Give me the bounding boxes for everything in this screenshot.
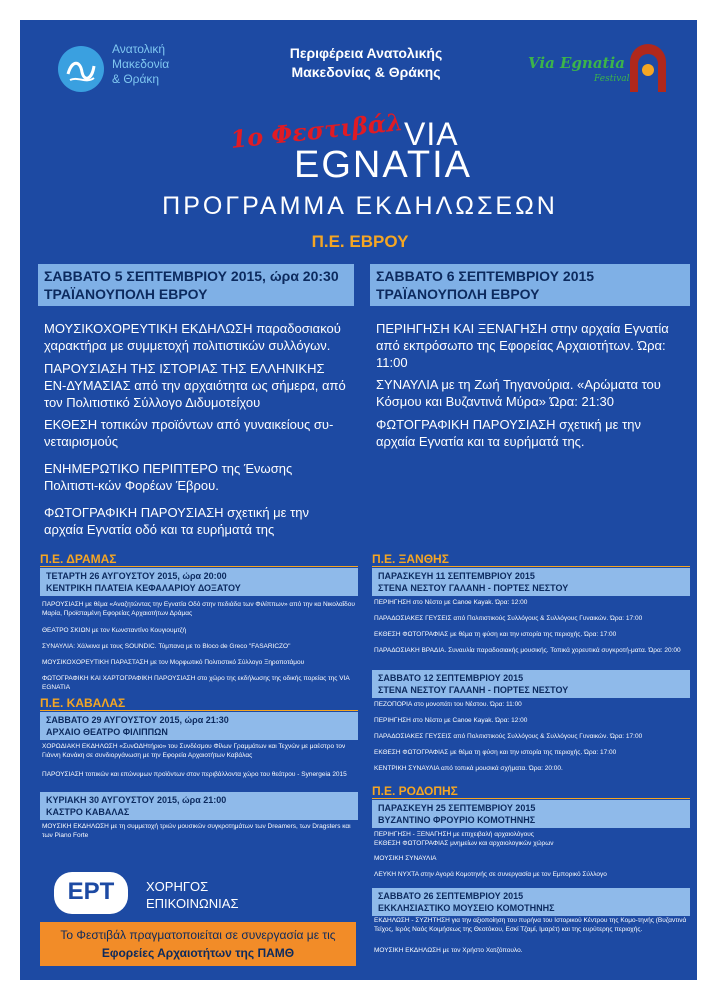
rodopi-header-2 xyxy=(372,888,690,916)
ert-logo xyxy=(54,872,128,914)
kavala-header-2 xyxy=(40,792,358,820)
evros-left-event: ΜΟΥΣΙΚΟΧΟΡΕΥΤΙΚΗ ΕΚΔΗΛΩΣΗ παραδοσιακού χαρακτήρα με συμμετοχή πολιτιστικών συλλόγων. xyxy=(44,321,341,353)
rodopi-place-1: ΒΥΖΑΝΤΙΝΟ ΦΡΟΥΡΙΟ ΚΟΜΟΤΗΝΗΣ xyxy=(378,815,536,825)
xanthi-title: Π.Ε. ΞΑΝΘΗΣ xyxy=(372,552,449,566)
kavala-date-1: ΣΑΒΒΑΤΟ 29 ΑΥΓΟΥΣΤΟΥ 2015, ώρα 21:30 xyxy=(46,715,229,725)
evros-left-event: ΕΚΘΕΣΗ τοπικών προϊόντων από γυναικείους συ-νεταιρισμούς xyxy=(44,417,334,449)
drama-date: ΤΕΤΑΡΤΗ 26 ΑΥΓΟΥΣΤΟΥ 2015, ώρα 20:00 xyxy=(46,571,227,581)
evros-right-date: ΣΑΒΒΑΤΟ 6 ΣΕΠΤΕΜΒΡΙΟΥ 2015 xyxy=(376,268,595,284)
sponsor-line1: ΧΟΡΗΓΟΣ xyxy=(146,879,209,894)
rodopi-item: ΜΟΥΣΙΚΗ ΕΚΔΗΛΩΣΗ με τον Χρήστο Χατζόπουλο. xyxy=(374,947,523,954)
evros-right-event: ΣΥΝΑΥΛΙΑ με τη Ζωή Τηγανούρια. «Αρώματα του Κόσμου και Βυζαντινά Μύρα» Ώρα: 21:30 xyxy=(376,377,661,409)
region-logo-line2: Μακεδονία xyxy=(112,57,170,71)
cooperation-line1: Το Φεστιβάλ πραγματοποιείται σε συνεργασία με τις xyxy=(60,928,336,942)
drama-rule xyxy=(40,566,358,567)
rodopi-date-1: ΠΑΡΑΣΚΕΥΗ 25 ΣΕΠΤΕΜΒΡΙΟΥ 2015 xyxy=(378,803,536,813)
region-logo-line3: & Θράκη xyxy=(112,72,160,86)
xanthi-header-2 xyxy=(372,670,690,698)
region-logo xyxy=(58,40,208,110)
evros-left-header xyxy=(38,264,354,306)
poster-background xyxy=(20,20,697,980)
festival-logo-sub: Festival xyxy=(594,74,630,84)
drama-header xyxy=(40,568,358,596)
kavala-rule xyxy=(40,710,358,711)
program-subtitle: ΠΡΟΓΡΑΜΜΑ ΕΚΔΗΛΩΣΕΩΝ xyxy=(162,192,558,220)
arch-icon xyxy=(626,40,670,92)
drama-item: ΦΩΤΟΓΡΑΦΙΚΗ ΚΑΙ ΧΑΡΤΟΓΡΑΦΙΚΗ ΠΑΡΟΥΣΙΑΣΗ στο χώρο της εκδήλωσης της οδικής πορείας της VIA EGNATIA xyxy=(42,675,350,691)
region-name-line1: Περιφέρεια Ανατολικής xyxy=(289,45,443,61)
drama-title: Π.Ε. ΔΡΑΜΑΣ xyxy=(40,552,117,566)
evros-right-event: ΦΩΤΟΓΡΑΦΙΚΗ ΠΑΡΟΥΣΙΑΣΗ σχετική με την αρχαία Εγνατία και τα ευρήματά της. xyxy=(376,417,641,449)
drama-item: ΘΕΑΤΡΟ ΣΚΙΩΝ με τον Κωνσταντίνο Κουγιουμτζή xyxy=(42,627,187,634)
title-egnatia: EGNATIA xyxy=(294,144,472,186)
xanthi-item: ΠΕΡΙΗΓΗΣΗ στο Νέστο με Canoe Kayak. Ώρα: 12:00 xyxy=(374,599,528,606)
evros-right-event: ΠΕΡΙΗΓΗΣΗ ΚΑΙ ΞΕΝΑΓΗΣΗ στην αρχαία Εγνατία από εκπρόσωπο της Εφορείας Αρχαιοτήτων. Ώρα: 11:00 xyxy=(376,321,669,370)
kavala-place-2: ΚΑΣΤΡΟ ΚΑΒΑΛΑΣ xyxy=(46,807,130,817)
rodopi-item: ΠΕΡΙΗΓΗΣΗ - ΞΕΝΑΓΗΣΗ με επιχειβαλή αρχαιολόγους xyxy=(374,831,534,838)
region-name xyxy=(256,44,476,82)
region-name-line2: Μακεδονίας & Θράκης xyxy=(291,64,441,80)
evros-left-place: ΤΡΑΪΑΝΟΥΠΟΛΗ ΕΒΡΟΥ xyxy=(44,286,208,302)
cooperation-line2: Εφορείες Αρχαιοτήτων της ΠΑΜΘ xyxy=(101,946,295,960)
evros-left-date: ΣΑΒΒΑΤΟ 5 ΣΕΠΤΕΜΒΡΙΟΥ 2015, ώρα 20:30 xyxy=(44,268,339,284)
xanthi-place-1: ΣΤΕΝΑ ΝΕΣΤΟΥ ΓΑΛΑΝΗ - ΠΟΡΤΕΣ ΝΕΣΤΟΥ xyxy=(378,583,569,593)
xanthi-header-1 xyxy=(372,568,690,596)
evros-right-place: ΤΡΑΪΑΝΟΥΠΟΛΗ ΕΒΡΟΥ xyxy=(376,286,540,302)
ert-logo-text: ΕΡΤ xyxy=(67,878,115,905)
title-via: VIA xyxy=(404,116,459,152)
kavala-item: ΜΟΥΣΙΚΗ ΕΚΔΗΛΩΣΗ με τη συμμετοχή τριών μουσικών συγκροτημάτων των Dreamers, των Dragsters και των Piano Forte xyxy=(42,823,351,839)
rodopi-place-2: ΕΚΚΛΗΣΙΑΣΤΙΚΟ ΜΟΥΣΕΙΟ ΚΟΜΟΤΗΝΗΣ xyxy=(378,903,555,913)
rodopi-item: ΜΟΥΣΙΚΗ ΣΥΝΑΥΛΙΑ xyxy=(374,855,437,862)
title-script: 1ο Φεστιβάλ xyxy=(228,107,405,154)
kavala-place-1: ΑΡΧΑΙΟ ΘΕΑΤΡΟ ΦΙΛΙΠΠΩΝ xyxy=(46,727,168,737)
area-evros-title: Π.Ε. ΕΒΡΟΥ xyxy=(311,232,409,251)
sponsor-line2: ΕΠΙΚΟΙΝΩΝΙΑΣ xyxy=(146,896,239,911)
rodopi-item: ΕΚΔΗΛΩΣΗ - ΣΥΖΗΤΗΣΗ για την αξιοποίηση του πυρήνα του Ιστορικού Κέντρου της Κομο-τηνής (Βυζαντινά Τείχος, Ιερός Ναός Κοιμήσεως της Θεοτόκου, Εσκί Τζαμί, Ιμαρέτ) και της ευρύτερης περιοχής. xyxy=(374,917,687,933)
kavala-title: Π.Ε. ΚΑΒΑΛΑΣ xyxy=(40,696,126,710)
xanthi-place-2: ΣΤΕΝΑ ΝΕΣΤΟΥ ΓΑΛΑΝΗ - ΠΟΡΤΕΣ ΝΕΣΤΟΥ xyxy=(378,685,569,695)
kavala-date-2: ΚΥΡΙΑΚΗ 30 ΑΥΓΟΥΣΤΟΥ 2015, ώρα 21:00 xyxy=(46,795,227,805)
cooperation-box xyxy=(40,922,356,966)
evros-left-event: ΕΝΗΜΕΡΩΤΙΚΟ ΠΕΡΙΠΤΕΡΟ της Ένωσης Πολιτιστι-κών Φορέων Έβρου. xyxy=(44,461,293,493)
xanthi-date-1: ΠΑΡΑΣΚΕΥΗ 11 ΣΕΠΤΕΜΒΡΙΟΥ 2015 xyxy=(378,571,535,581)
drama-item: ΠΑΡΟΥΣΙΑΣΗ με θέμα «Αναζητώντας την Εγνατία Οδό στην πεδιάδα των Φιλίππων» από την κα Νικολαΐδου Μαρία, Προϊσταμένη Εφορείας Αρχαιοτήτων Δράμας xyxy=(42,601,355,617)
xanthi-item: ΠΑΡΑΔΟΣΙΑΚΗ ΒΡΑΔΙΑ. Συναυλία παραδοσιακής μουσικής. Τοπικά χορευτικά συγκροτή-ματα. Ώρα: 20:00 xyxy=(374,647,681,654)
rodopi-date-2: ΣΑΒΒΑΤΟ 26 ΣΕΠΤΕΜΒΡΙΟΥ 2015 xyxy=(378,891,524,901)
xanthi-item: ΠΕΖΟΠΟΡΙΑ στο μονοπάτι του Νέστου. Ώρα: 11:00 xyxy=(374,701,522,708)
xanthi-item: ΚΕΝΤΡΙΚΗ ΣΥΝΑΥΛΙΑ από τοπικά μουσικά σχήματα. Ώρα: 20:00. xyxy=(374,765,563,772)
rodopi-header-1 xyxy=(372,800,690,828)
evros-right-header xyxy=(370,264,690,306)
festival-logo-text: Via Egnatia xyxy=(528,54,625,72)
drama-item: ΜΟΥΣΙΚΟΧΟΡΕΥΤΙΚΗ ΠΑΡΑΣΤΑΣΗ με τον Μορφωτικό Πολιτιστικό Σύλλογο Ξηροποτάμου xyxy=(42,659,305,666)
xanthi-item: ΕΚΘΕΣΗ ΦΩΤΟΓΡΑΦΙΑΣ με θέμα τη φύση και την ιστορία της περιοχής. Ώρα: 17:00 xyxy=(374,749,617,756)
festival-logo xyxy=(528,40,678,100)
rodopi-title: Π.Ε. ΡΟΔΟΠΗΣ xyxy=(372,784,458,798)
region-logo-icon xyxy=(58,46,104,92)
kavala-header-1 xyxy=(40,712,358,740)
xanthi-rule xyxy=(372,566,690,567)
drama-place: ΚΕΝΤΡΙΚΗ ΠΛΑΤΕΙΑ ΚΕΦΑΛΑΡΙΟΥ ΔΟΞΑΤΟΥ xyxy=(46,583,241,593)
region-logo-line1: Ανατολική xyxy=(112,42,166,56)
rodopi-item: ΕΚΘΕΣΗ ΦΩΤΟΓΡΑΦΙΑΣ μνημείων και αρχαιολογικών χώρων xyxy=(374,840,554,847)
evros-left-event: ΠΑΡΟΥΣΙΑΣΗ ΤΗΣ ΙΣΤΟΡΙΑΣ ΤΗΣ ΕΛΛΗΝΙΚΗΣ ΕΝ-ΔΥΜΑΣΙΑΣ από την αρχαιότητα ως σήμερα, από τον Πολιτιστικό Σύλλογο Διδυμοτείχου xyxy=(44,361,346,410)
xanthi-item: ΠΑΡΑΔΟΣΙΑΚΕΣ ΓΕΥΣΕΙΣ από Πολιτιστικούς Συλλόγους & Συλλόγους Γυναικών. Ώρα: 17:00 xyxy=(374,733,643,740)
xanthi-item: ΕΚΘΕΣΗ ΦΩΤΟΓΡΑΦΙΑΣ με θέμα τη φύση και την ιστορία της περιοχής. Ώρα: 17:00 xyxy=(374,631,617,638)
kavala-item: ΧΟΡΩΔΙΑΚΗ ΕΚΔΗΛΩΣΗ «ΣυνΩΔΗτήριο» του Συνδέσμου Φίλων Γραμμάτων και Τεχνών με μαέστρο τον Γιάννη Κανάκη σε συνδιοργάνωση με την Εφορεία Αρχαιοτήτων Καβάλας xyxy=(42,743,346,759)
rodopi-rule xyxy=(372,798,690,799)
evros-left-event: ΦΩΤΟΓΡΑΦΙΚΗ ΠΑΡΟΥΣΙΑΣΗ σχετική με την αρχαία Εγνατία οδό και τα ευρήματά της xyxy=(44,505,309,537)
drama-item: ΣΥΝΑΥΛΙΑ: Χάλκινα με τους SOUNDIC. Τύμπανα με το Bloco de Greco "FASARICZO" xyxy=(42,643,291,650)
sponsor-label xyxy=(146,878,238,912)
rodopi-item: ΛΕΥΚΗ ΝΥΧΤΑ στην Αγορά Κομοτηνής σε συνεργασία με τον Εμπορικό Σύλλογο xyxy=(374,871,607,878)
kavala-item: ΠΑΡΟΥΣΙΑΣΗ τοπικών και επώνυμων προϊόντων στον περιβάλλοντα χώρο του θεάτρου - Synergeia 2015 xyxy=(42,771,347,778)
xanthi-item: ΠΑΡΑΔΟΣΙΑΚΕΣ ΓΕΥΣΕΙΣ από Πολιτιστικούς Συλλόγους & Συλλόγους Γυναικών. Ώρα: 17:00 xyxy=(374,615,643,622)
xanthi-date-2: ΣΑΒΒΑΤΟ 12 ΣΕΠΤΕΜΒΡΙΟΥ 2015 xyxy=(378,673,524,683)
xanthi-item: ΠΕΡΙΗΓΗΣΗ στο Νέστο με Canoe Kayak. Ώρα: 12:00 xyxy=(374,717,528,724)
